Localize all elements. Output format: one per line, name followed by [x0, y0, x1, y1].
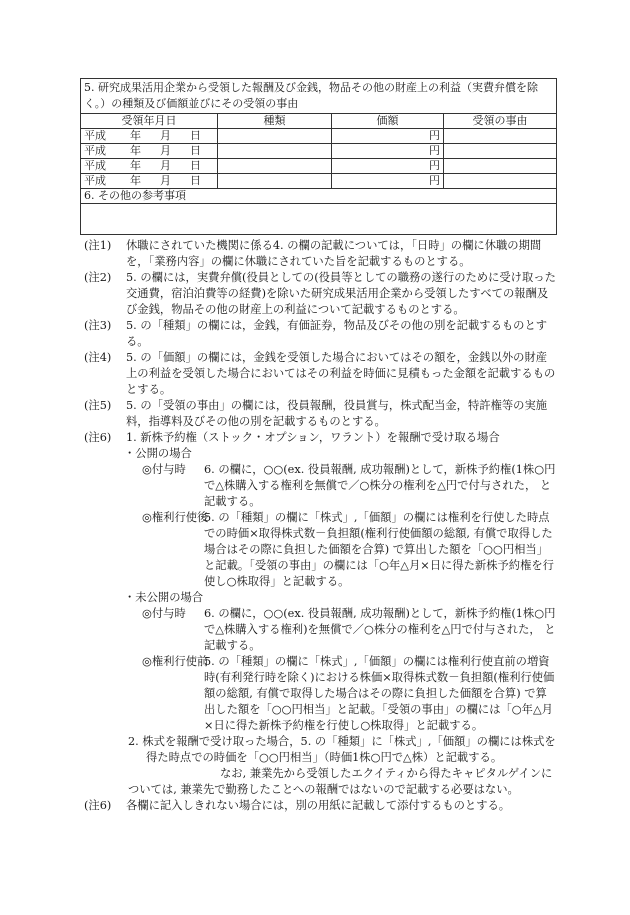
reason-cell[interactable]	[444, 129, 557, 144]
date-cell[interactable]: 平成 年 月 日	[81, 129, 218, 144]
table-row	[81, 159, 557, 174]
note-6-item-2: 2. 株式を報酬で受け取った場合，5. の「種類」に「株式」,「価額」の欄には株式を得た時点での時価を「○○円相当」（時価1株○円で△株）と記載する。	[128, 735, 556, 764]
note-1: (注1) 休職にされていた機関に係る4. の欄の記載については，「日時」の欄に休職の期間を，「業務内容」の欄に休職にされていた旨を記載するものとする。	[84, 239, 542, 268]
reason-cell[interactable]	[444, 144, 557, 159]
public-grant: ◎付与時 6. の欄に，○○(ex. 役員報酬, 成功報酬)として，新株予約権(1株○円で△株購入する権利を無償で／○株分の権利を△円で付与された， と記載する。	[142, 463, 556, 508]
section5-title: 5. 研究成果活用企業から受領した報酬及び金銭，物品その他の財産上の利益（実費弁償を除く。）の種類及び価額並びにその受領の事由	[81, 79, 557, 114]
table-row	[81, 144, 557, 159]
type-cell[interactable]	[218, 174, 332, 189]
reason-cell[interactable]	[444, 174, 557, 189]
amount-cell[interactable]: 円	[332, 174, 444, 189]
date-cell[interactable]: 平成 年 月 日	[81, 159, 218, 174]
notes-section	[84, 238, 558, 814]
section6-title: 6. その他の参考事項	[81, 189, 557, 204]
note-6: (注6) 1. 新株予約権（ストック・オプション，ワラント）を報酬で受け取る場合	[84, 431, 500, 444]
note-2: (注2) 5. の欄には，実費弁償(役員としての(役員等としての職務の遂行のために受け取った交通費，宿泊泊費等の経費)を除いた研究成果活用企業から受領したすべての報酬及び金銭，物品その他の財産上の利益について記載するものとする。	[84, 271, 556, 316]
table-header-row	[81, 114, 557, 129]
header-date: 受領年月日	[81, 114, 218, 129]
section6-input-area[interactable]	[81, 204, 557, 235]
header-amount: 価額	[332, 114, 444, 129]
amount-cell[interactable]: 円	[332, 129, 444, 144]
table-row	[81, 174, 557, 189]
amount-cell[interactable]: 円	[332, 159, 444, 174]
date-cell[interactable]: 平成 年 月 日	[81, 144, 218, 159]
private-case-label: ・未公開の場合	[124, 591, 204, 604]
private-grant: ◎付与時 6. の欄に，○○(ex. 役員報酬, 成功報酬)として，新株予約権(1株○円で△株購入する権利)を無償で／○株分の権利を△円で付与された， と記載する。	[142, 607, 556, 652]
header-reason: 受領の事由	[444, 114, 557, 129]
note-3: (注3) 5. の「種類」の欄には，金銭，有価証券，物品及びその他の別を記載するものとする。	[84, 319, 548, 348]
note-5: (注5) 5. の「受領の事由」の欄には，役員報酬，役員賞与，株式配当金，特許権等の実施料，指導料及びその他の別を記載するものとする。	[84, 399, 548, 428]
note-4: (注4) 5. の「価額」の欄には，金銭を受領した場合においてはその額を，金銭以外の財産上の利益を受領した場合においてはその利益を時価に見積もった金額を記載するものとする。	[84, 351, 556, 396]
type-cell[interactable]	[218, 144, 332, 159]
private-exercise: ◎権利行使前 5. の「種類」の欄に「株式」,「価額」の欄には権利行使直前の増資時(有利発行時を除く)における株価×取得株式数－負担額(権利行使価額の総額, 有償で取得した場合はその際に負担した価額を合算) で算出した額を「○○円相当」と記載。「受領の事由」の欄には「○年△月×日に得た新株予約権を行使し○株取得」と記載する。	[142, 655, 555, 732]
type-cell[interactable]	[218, 129, 332, 144]
public-exercise: ◎権利行使後 5. の「種類」の欄に「株式」,「価額」の欄には権利を行使した時点での時価×取得株式数－負担額(権利行使価額の総額, 有償で取得した場合はその際に負担した価額を合算) で算出した額を「○○円相当」と記載。「受領の事由」の欄には「○年△月×日に得た新株予約権を行使し○株取得」と記載する。	[142, 511, 554, 588]
header-type: 種類	[218, 114, 332, 129]
reason-cell[interactable]	[444, 159, 557, 174]
type-cell[interactable]	[218, 159, 332, 174]
table-row	[81, 129, 557, 144]
note-6-remark: なお, 兼業先から受領したエクイティから得たキャピタルゲインについては, 兼業先で勤務したことへの報酬ではないので記載する必要はない。	[128, 767, 553, 796]
note-7: (注6) 各欄に記入しきれない場合には，別の用紙に記載して添付するものとする。	[84, 799, 511, 812]
report-form-table	[80, 78, 557, 235]
date-cell[interactable]: 平成 年 月 日	[81, 174, 218, 189]
public-case-label: ・公開の場合	[124, 447, 192, 460]
amount-cell[interactable]: 円	[332, 144, 444, 159]
